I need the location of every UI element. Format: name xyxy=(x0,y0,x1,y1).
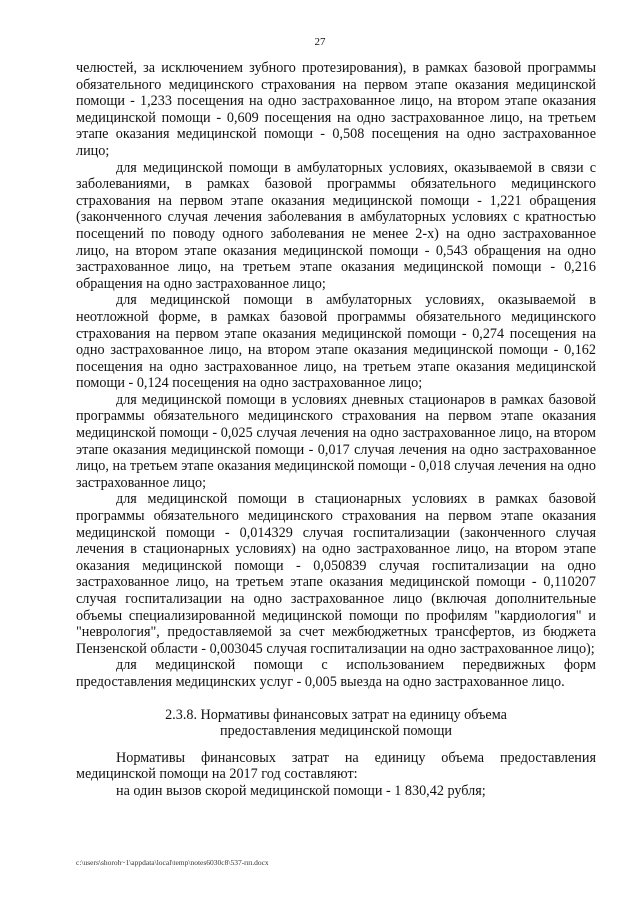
page-number: 27 xyxy=(314,36,326,48)
section-heading xyxy=(76,707,596,740)
paragraph-ambulatory-diseases: для медицинской помощи в амбулаторных условиях, оказываемой в связи с заболеваниями, в рамках базовой программы обязательного медицинского страхования на первом этапе оказания медицинской помощи - 1,221 обращения (законченного случая лечения заболевания в амбулаторных условиях с кратностью посещений по поводу одного заболевания не менее 2-х) на одно застрахованное лицо, на втором этапе оказания медицинской помощи - 0,543 обращения на одно застрахованное лицо, на третьем этапе оказания медицинской помощи - 0,216 обращения на одно застрахованное лицо; xyxy=(76,159,596,292)
footer-file-path: c:\users\shoroh~1\appdata\local\temp\notes6030c8\537-пп.docx xyxy=(76,858,269,867)
section-heading-line2: предоставления медицинской помощи xyxy=(220,723,452,740)
paragraph-financial-norms-intro: Нормативы финансовых затрат на единицу объема предоставления медицинской помощи на 2017 год составляют: xyxy=(76,749,596,783)
paragraph-ambulance-call-cost: на один вызов скорой медицинской помощи - 1 830,42 рубля; xyxy=(116,782,486,799)
paragraph-day-hospital: для медицинской помощи в условиях дневных стационаров в рамках базовой программы обязательного медицинского страхования на первом этапе оказания медицинской помощи - 0,025 случая лечения на одно застрахованное лицо, на втором этапе оказания медицинской помощи - 0,017 случая лечения на одно застрахованное лицо, на третьем этапе оказания медицинской помощи - 0,018 случая лечения на одно застрахованное лицо; xyxy=(76,391,596,491)
paragraph-inpatient: для медицинской помощи в стационарных условиях в рамках базовой программы обязательного медицинского страхования на первом этапе оказания медицинской помощи - 0,014329 случая госпитализации (законченного случая лечения в стационарных условиях) на одно застрахованное лицо, на втором этапе оказания медицинской помощи - 0,050839 случая госпитализации на одно застрахованное лицо, на третьем этапе оказания медицинской помощи - 0,110207 случая госпитализации на одно застрахованное лицо (включая дополнительные объемы специализированной медицинской помощи по профилям "кардиология" и "неврология", предоставляемой за счет межбюджетных трансфертов, из бюджета Пензенской области - 0,003045 случая госпитализации на одно застрахованное лицо); xyxy=(76,491,596,657)
document-body xyxy=(76,60,596,800)
paragraph-ambulatory-urgent: для медицинской помощи в амбулаторных условиях, оказываемой в неотложной форме, в рамках базовой программы обязательного медицинского страхования на первом этапе оказания медицинской помощи - 0,274 посещения на одно застрахованное лицо, на втором этапе оказания медицинской помощи - 0,162 посещения на одно застрахованное лицо, на третьем этапе оказания медицинской помощи - 0,124 посещения на одно застрахованное лицо; xyxy=(76,292,596,392)
paragraph-mobile-forms: для медицинской помощи с использованием передвижных форм предоставления медицинских услуг - 0,005 выезда на одно застрахованное лицо. xyxy=(76,657,596,690)
section-heading-line1: 2.3.8. Нормативы финансовых затрат на единицу объема xyxy=(165,706,507,723)
paragraph-continuation: челюстей, за исключением зубного протезирования), в рамках базовой программы обязательного медицинского страхования на первом этапе оказания медицинской помощи - 1,233 посещения на одно застрахованное лицо, на втором этапе оказания медицинской помощи - 0,609 посещения на одно застрахованное лицо, на третьем этапе оказания медицинской помощи - 0,508 посещения на одно застрахованное лицо; xyxy=(76,60,596,159)
